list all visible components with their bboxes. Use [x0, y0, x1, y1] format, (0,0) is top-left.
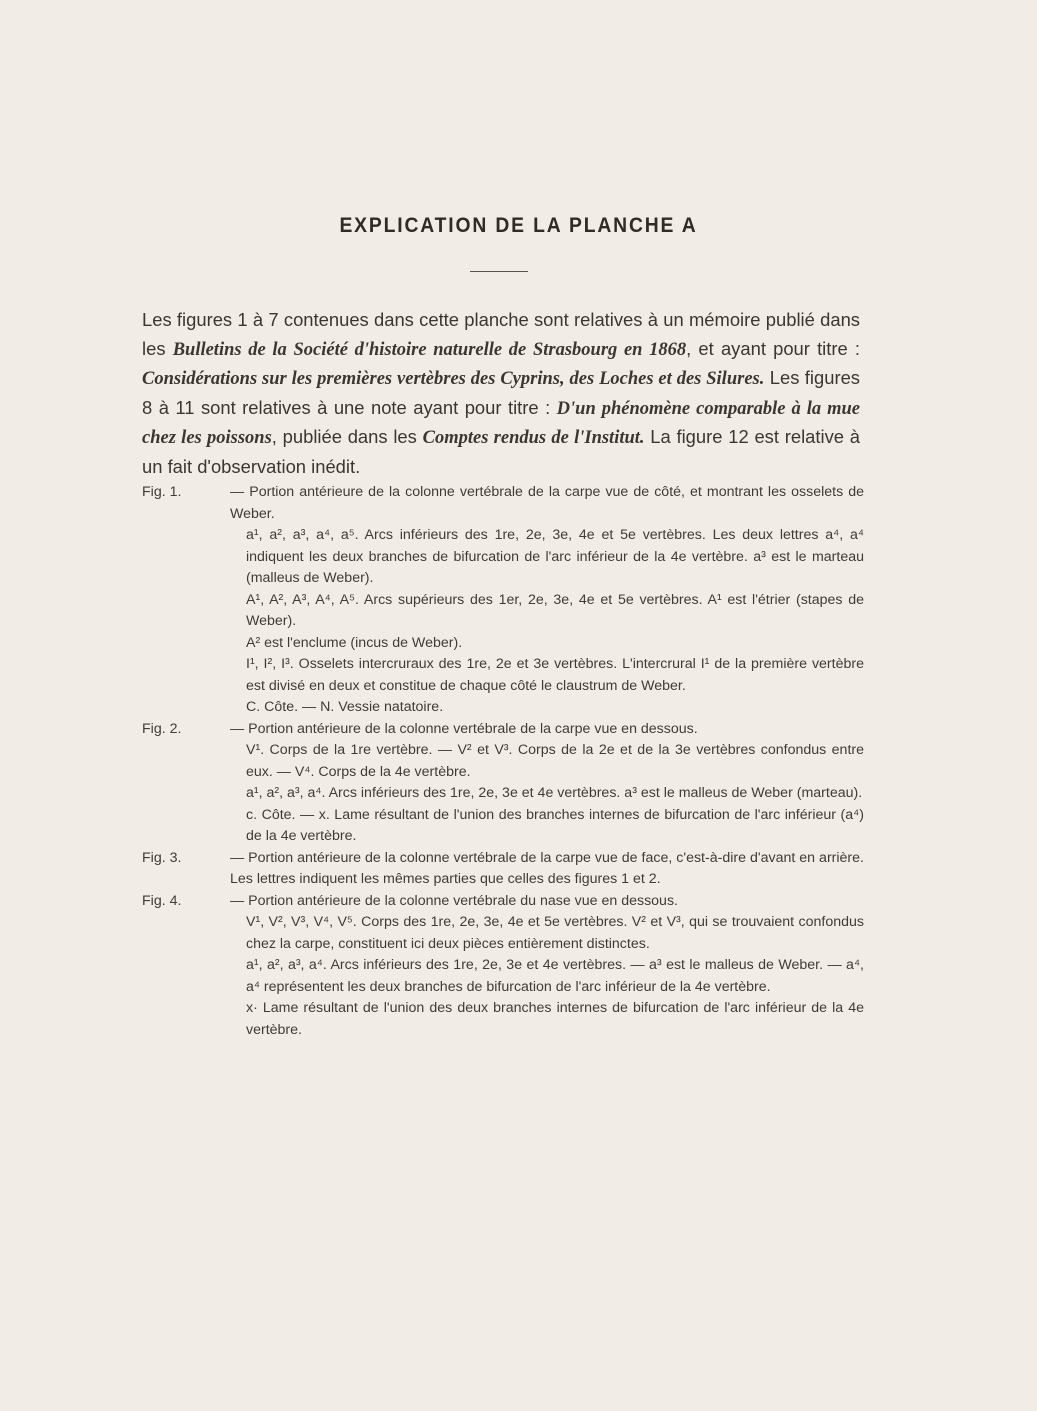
title-rule [470, 271, 528, 272]
figure-lead: — Portion antérieure de la colonne vertébrale de la carpe vue en dessous. [230, 720, 698, 737]
figure-item: x· Lame résultant de l'union des deux branches internes de bifurcation de l'arc inférieur de la 4e vertèbre. [246, 1000, 864, 1038]
figure-lead: — Portion antérieure de la colonne vertébrale du nase vue en dessous. [230, 892, 678, 909]
figure-entry [142, 891, 864, 913]
intro-text-1: Les figures 1 à 7 contenues dans cette planche sont relatives à un mémoire publié dans les [142, 309, 860, 359]
figure-label: Fig. 1. [142, 484, 182, 500]
figure-label: Fig. 2. [142, 720, 182, 737]
figure-label: Fig. 4. [142, 892, 182, 909]
figure-entry [142, 848, 864, 891]
figure-entry [142, 719, 864, 741]
figure-item: A² est l'enclume (incus de Weber). [246, 634, 463, 651]
page-title: EXPLICATION DE LA PLANCHE A [339, 214, 698, 237]
figure-lead: — Portion antérieure de la colonne vertébrale de la carpe vue de côté, et montrant les osselets de Weber. [230, 484, 864, 522]
intro-italic-4: Comptes rendus de l'Institut. [422, 428, 645, 449]
figure-item: A¹, A², A³, A⁴, A⁵. Arcs supérieurs des 1er, 2e, 3e, 4e et 5e vertèbres. A¹ est l'étrier (stapes de Weber). [246, 591, 864, 629]
figure-label: Fig. 3. [142, 849, 182, 866]
figure-item: V¹, V², V³, V⁴, V⁵. Corps des 1re, 2e, 3e, 4e et 5e vertèbres. V² et V³, qui se trouvaient confondus chez la carpe, constituent ici deux pièces entièrement distinctes. [246, 914, 864, 952]
figure-lead: — Portion antérieure de la colonne vertébrale de la carpe vue de face, c'est-à-dire d'avant en arrière. Les lettres indiquent les mêmes parties que celles des figures 1 et 2. [230, 849, 864, 887]
intro-text-4: , publiée dans les [271, 426, 423, 448]
figure-notes [142, 482, 864, 1041]
intro-italic-2: Considérations sur les premières vertèbres des Cyprins, des Loches et des Silures. [142, 369, 765, 390]
intro-italic-3: D'un phénomène comparable à la mue chez les poissons [142, 398, 860, 449]
intro-text-3: Les figures 8 à 11 sont relatives à une note ayant pour titre : [142, 367, 860, 418]
figure-item: V¹. Corps de la 1re vertèbre. — V² et V³. Corps de la 2e et de la 3e vertèbres confondus entre eux. — V⁴. Corps de la 4e vertèbre. [246, 742, 864, 780]
intro-paragraph [142, 306, 860, 482]
figure-item: C. Côte. — N. Vessie natatoire. [246, 699, 444, 715]
figure-item: a¹, a², a³, a⁴. Arcs inférieurs des 1re, 2e, 3e et 4e vertèbres. a³ est le malleus de Weber (marteau). [246, 785, 863, 801]
intro-text-2: , et ayant pour titre : [686, 337, 861, 359]
figure-item: I¹, I², I³. Osselets intercruraux des 1re, 2e et 3e vertèbres. L'intercrural I¹ de la première vertèbre est divisé en deux et constitue de chaque côté le claustrum de Weber. [246, 656, 864, 694]
figure-item: a¹, a², a³, a⁴. Arcs inférieurs des 1re, 2e, 3e et 4e vertèbres. — a³ est le malleus de Weber. — a⁴, a⁴ représentent les deux branches de bifurcation de l'arc inférieur de la 4e vertèbre. [246, 957, 864, 995]
figure-entry [142, 482, 864, 525]
intro-italic-1: Bulletins de la Société d'histoire naturelle de Strasbourg en 1868 [172, 339, 687, 360]
figure-item: c. Côte. — x. Lame résultant de l'union des branches internes de bifurcation de l'arc inférieur (a⁴) de la 4e vertèbre. [246, 806, 864, 844]
figure-item: a¹, a², a³, a⁴, a⁵. Arcs inférieurs des 1re, 2e, 3e, 4e et 5e vertèbres. Les deux lettres a⁴, a⁴ indiquent les deux branches de bifurcation de l'arc inférieur de la 4e vertèbre. a³ est le marteau (malleus de Weber). [246, 527, 864, 586]
intro-text-5: La figure 12 est relative à un fait d'observation inédit. [142, 426, 860, 477]
